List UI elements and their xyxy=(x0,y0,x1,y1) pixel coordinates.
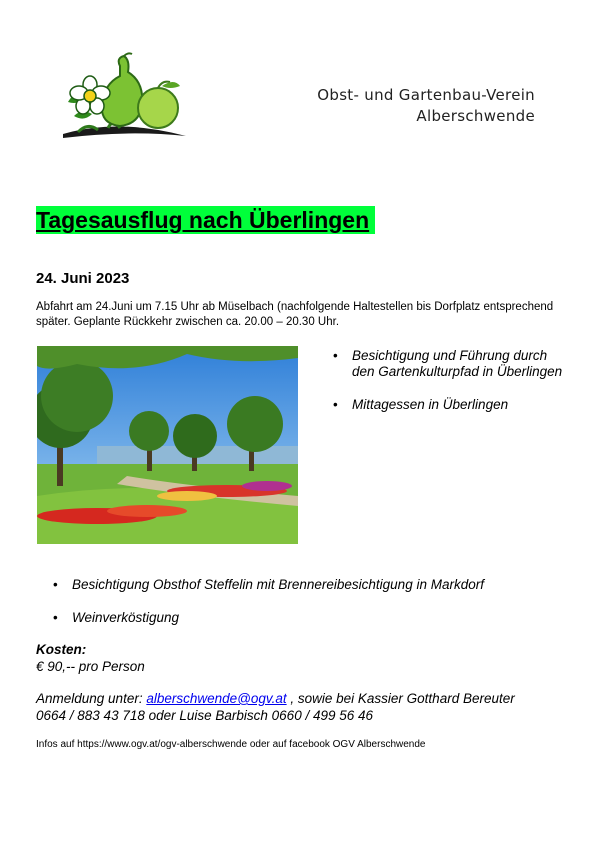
page-title: Tagesausflug nach Überlingen xyxy=(36,206,375,234)
registration-line2: 0664 / 883 43 718 oder Luise Barbisch 0660 / 499 56 46 xyxy=(36,708,374,723)
registration-line1 xyxy=(36,691,515,706)
costs-label: Kosten: xyxy=(36,642,87,657)
list-item: • Besichtigung Obsthof Steffelin mit Brennereibesichtigung in Markdorf xyxy=(72,577,572,593)
info-footer: Infos auf https://www.ogv.at/ogv-alberschwende oder auf facebook OGV Alberschwende xyxy=(36,739,426,750)
flower-fruit-logo-icon xyxy=(58,52,198,144)
list-item: • Weinverköstigung xyxy=(72,610,572,626)
registration-suffix: , sowie bei Kassier Gotthard Bereuter xyxy=(286,691,515,706)
email-link[interactable]: alberschwende@ogv.at xyxy=(146,691,287,706)
program-list-right xyxy=(352,348,567,430)
event-date: 24. Juni 2023 xyxy=(36,270,130,287)
departure-info: Abfahrt am 24.Juni um 7.15 Uhr ab Müselbach (nachfolgende Haltestellen bis Dorfplatz entsprechend später. Geplante Rückkehr zwischen ca. 20.00 – 20.30 Uhr. xyxy=(36,301,554,328)
park-photo xyxy=(37,346,298,544)
costs-value: € 90,-- pro Person xyxy=(36,659,145,674)
list-item: • Besichtigung und Führung durch den Gartenkulturpfad in Überlingen xyxy=(352,348,567,380)
program-list-below xyxy=(72,577,572,643)
club-name-line2: Alberschwende xyxy=(416,107,535,125)
list-item: • Mittagessen in Überlingen xyxy=(352,397,567,413)
club-name-line1: Obst- und Gartenbau-Verein xyxy=(317,86,535,104)
registration-prefix: Anmeldung unter: xyxy=(36,691,147,706)
